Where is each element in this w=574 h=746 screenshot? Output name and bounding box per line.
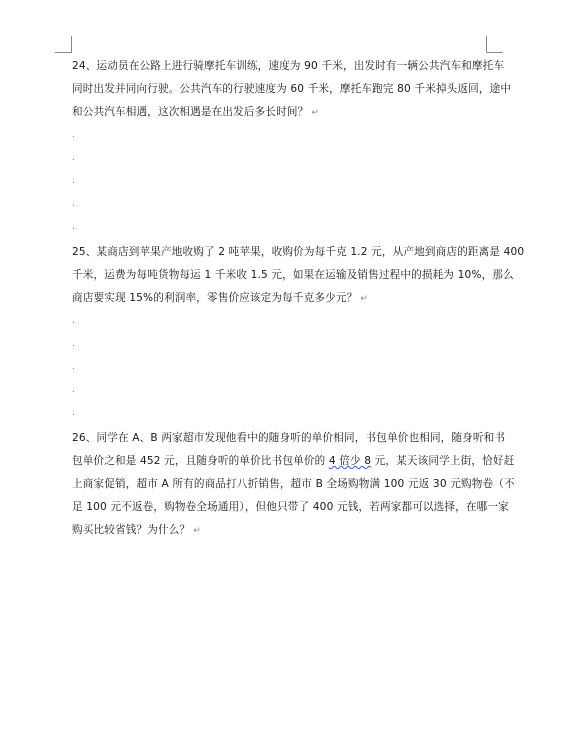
question-26-line	[72, 519, 492, 542]
question-25-line: 25、某商店到苹果产地收购了 2 吨苹果，收购价为每千克 1.2 元，从产地到商店的距离是 400	[72, 246, 525, 258]
question-26-line: 上商家促销，超市 A 所有的商品打八折销售，超市 B 全场购物满 100 元返 30 元购物卷（不	[72, 478, 515, 490]
answer-blank-line: .	[72, 362, 75, 372]
answer-blank-line: .	[72, 339, 75, 349]
answer-blank-line: .	[72, 130, 75, 140]
question-24-line-text: 和公共汽车相遇，这次相遇是在出发后多长时间？	[72, 106, 309, 118]
question-26-text: 元，某天该同学上街，恰好赶	[371, 455, 515, 467]
question-26-line-text: 购买比较省钱？为什么？	[72, 524, 191, 536]
question-26-line: 26、同学在 A、B 两家超市发现他看中的随身听的单价相同，书包单价也相同，随身听和书	[72, 432, 506, 444]
question-25	[72, 241, 525, 425]
answer-blank-line: .	[72, 222, 75, 232]
question-26-line: 足 100 元不返卷，购物卷全场通用），但他只带了 400 元钱，若两家都可以选择，在哪一家	[72, 501, 509, 513]
question-24-line: 同时出发并同向行驶。公共汽车的行驶速度为 60 千米，摩托车跑完 80 千米掉头返回，途中	[72, 83, 512, 95]
paragraph-mark: ↵	[360, 294, 369, 304]
question-25-line-text: 商店要实现 15%的利润率，零售价应该定为每千克多少元？	[72, 292, 358, 304]
paragraph-mark: ↵	[311, 108, 320, 118]
page-corner-mark-top-right	[486, 36, 503, 53]
answer-blank-line: .	[72, 153, 75, 163]
page-corner-mark-top-left	[55, 36, 72, 53]
answer-blank-line: .	[72, 176, 75, 186]
spellcheck-underlined-text: 4 倍少 8	[328, 455, 372, 467]
answer-blank-line: .	[72, 316, 75, 326]
question-25-line	[72, 287, 492, 310]
question-26-text: 包单价之和是 452 元，且随身听的单价比书包单价的	[72, 455, 329, 467]
answer-blank-line: .	[72, 385, 75, 395]
question-24-line	[72, 101, 492, 124]
question-25-line: 千米，运费为每吨货物每运 1 千米收 1.5 元，如果在运输及销售过程中的损耗为 10%，那么	[72, 269, 514, 281]
question-24	[72, 55, 512, 239]
question-24-line: 24、运动员在公路上进行骑摩托车训练，速度为 90 千米，出发时有一辆公共汽车和摩托车	[72, 60, 505, 72]
answer-blank-line: .	[72, 199, 75, 209]
answer-blank-line: .	[72, 408, 75, 418]
question-26-line	[72, 450, 515, 473]
paragraph-mark: ↵	[193, 526, 201, 536]
question-26	[72, 427, 515, 542]
